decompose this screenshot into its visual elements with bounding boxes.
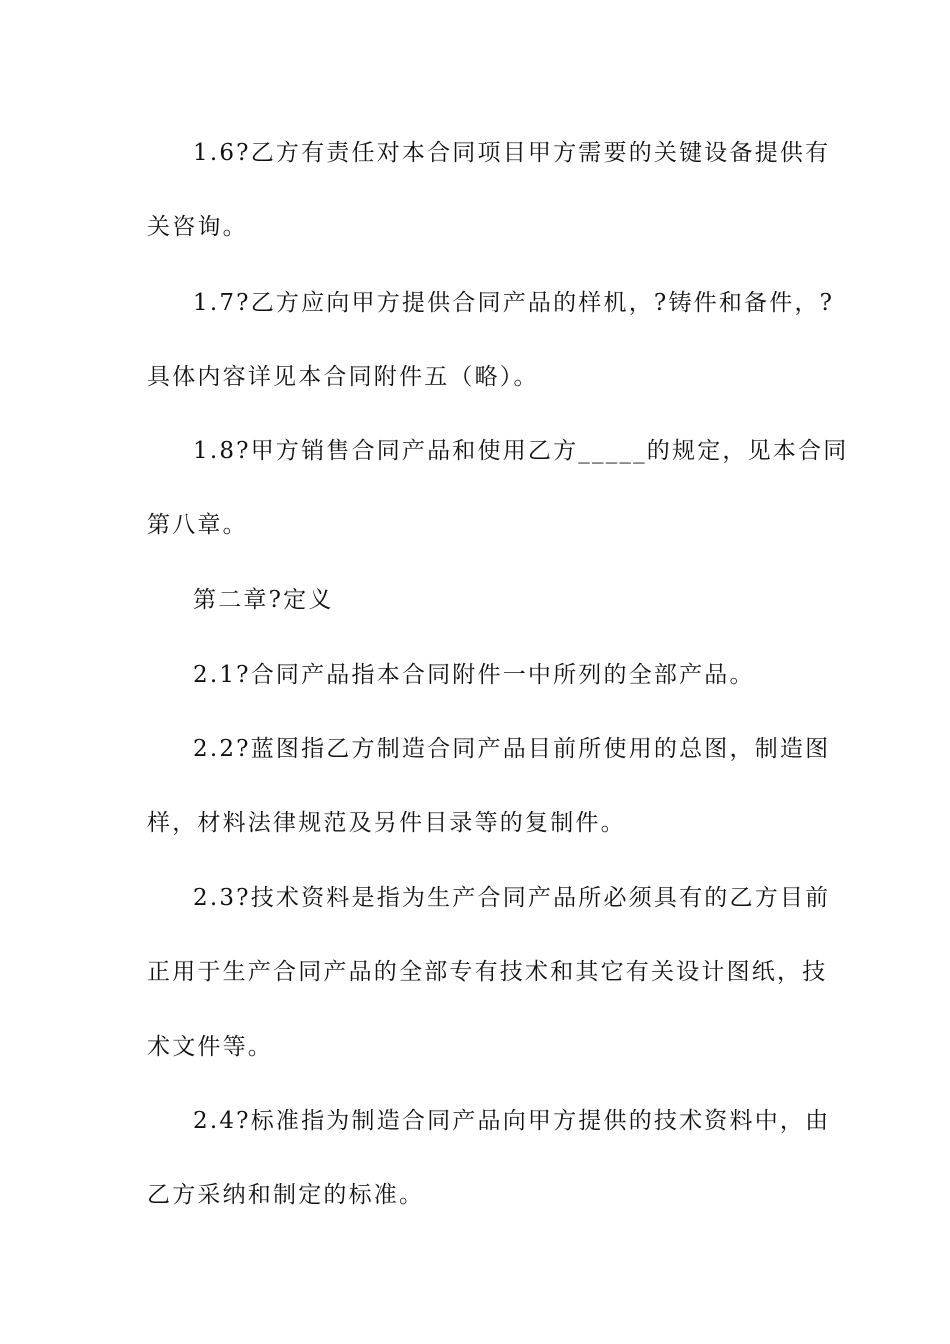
- clause-2-2-line-2: 样，材料法律规范及另件目录等的复制件。: [147, 810, 626, 836]
- chapter-2-heading: 第二章?定义: [193, 587, 334, 613]
- clause-2-3-line-2: 正用于生产合同产品的全部专有技术和其它有关设计图纸，技: [147, 959, 828, 985]
- clause-2-3-line-1: 2.3?技术资料是指为生产合同产品所必须具有的乙方目前: [193, 885, 831, 911]
- clause-1-7-line-1: 1.7?乙方应向甲方提供合同产品的样机，?铸件和备件，?: [193, 290, 835, 316]
- clause-1-6-line-1: 1.6?乙方有责任对本合同项目甲方需要的关键设备提供有: [193, 140, 831, 166]
- clause-1-8-line-2: 第八章。: [147, 512, 248, 538]
- clause-1-7-line-2: 具体内容详见本合同附件五（略）。: [147, 364, 539, 390]
- clause-2-3-line-3: 术文件等。: [147, 1034, 273, 1060]
- clause-2-4-line-2: 乙方采纳和制定的标准。: [147, 1182, 425, 1208]
- clause-1-8-line-1: 1.8?甲方销售合同产品和使用乙方_____的规定，见本合同: [193, 438, 849, 464]
- clause-1-6-line-2: 关咨询。: [147, 214, 248, 240]
- clause-2-4-line-1: 2.4?标准指为制造合同产品向甲方提供的技术资料中，由: [193, 1108, 831, 1134]
- clause-2-2-line-1: 2.2?蓝图指乙方制造合同产品目前所使用的总图，制造图: [193, 736, 831, 762]
- clause-2-1-line-1: 2.1?合同产品指本合同附件一中所列的全部产品。: [193, 662, 755, 688]
